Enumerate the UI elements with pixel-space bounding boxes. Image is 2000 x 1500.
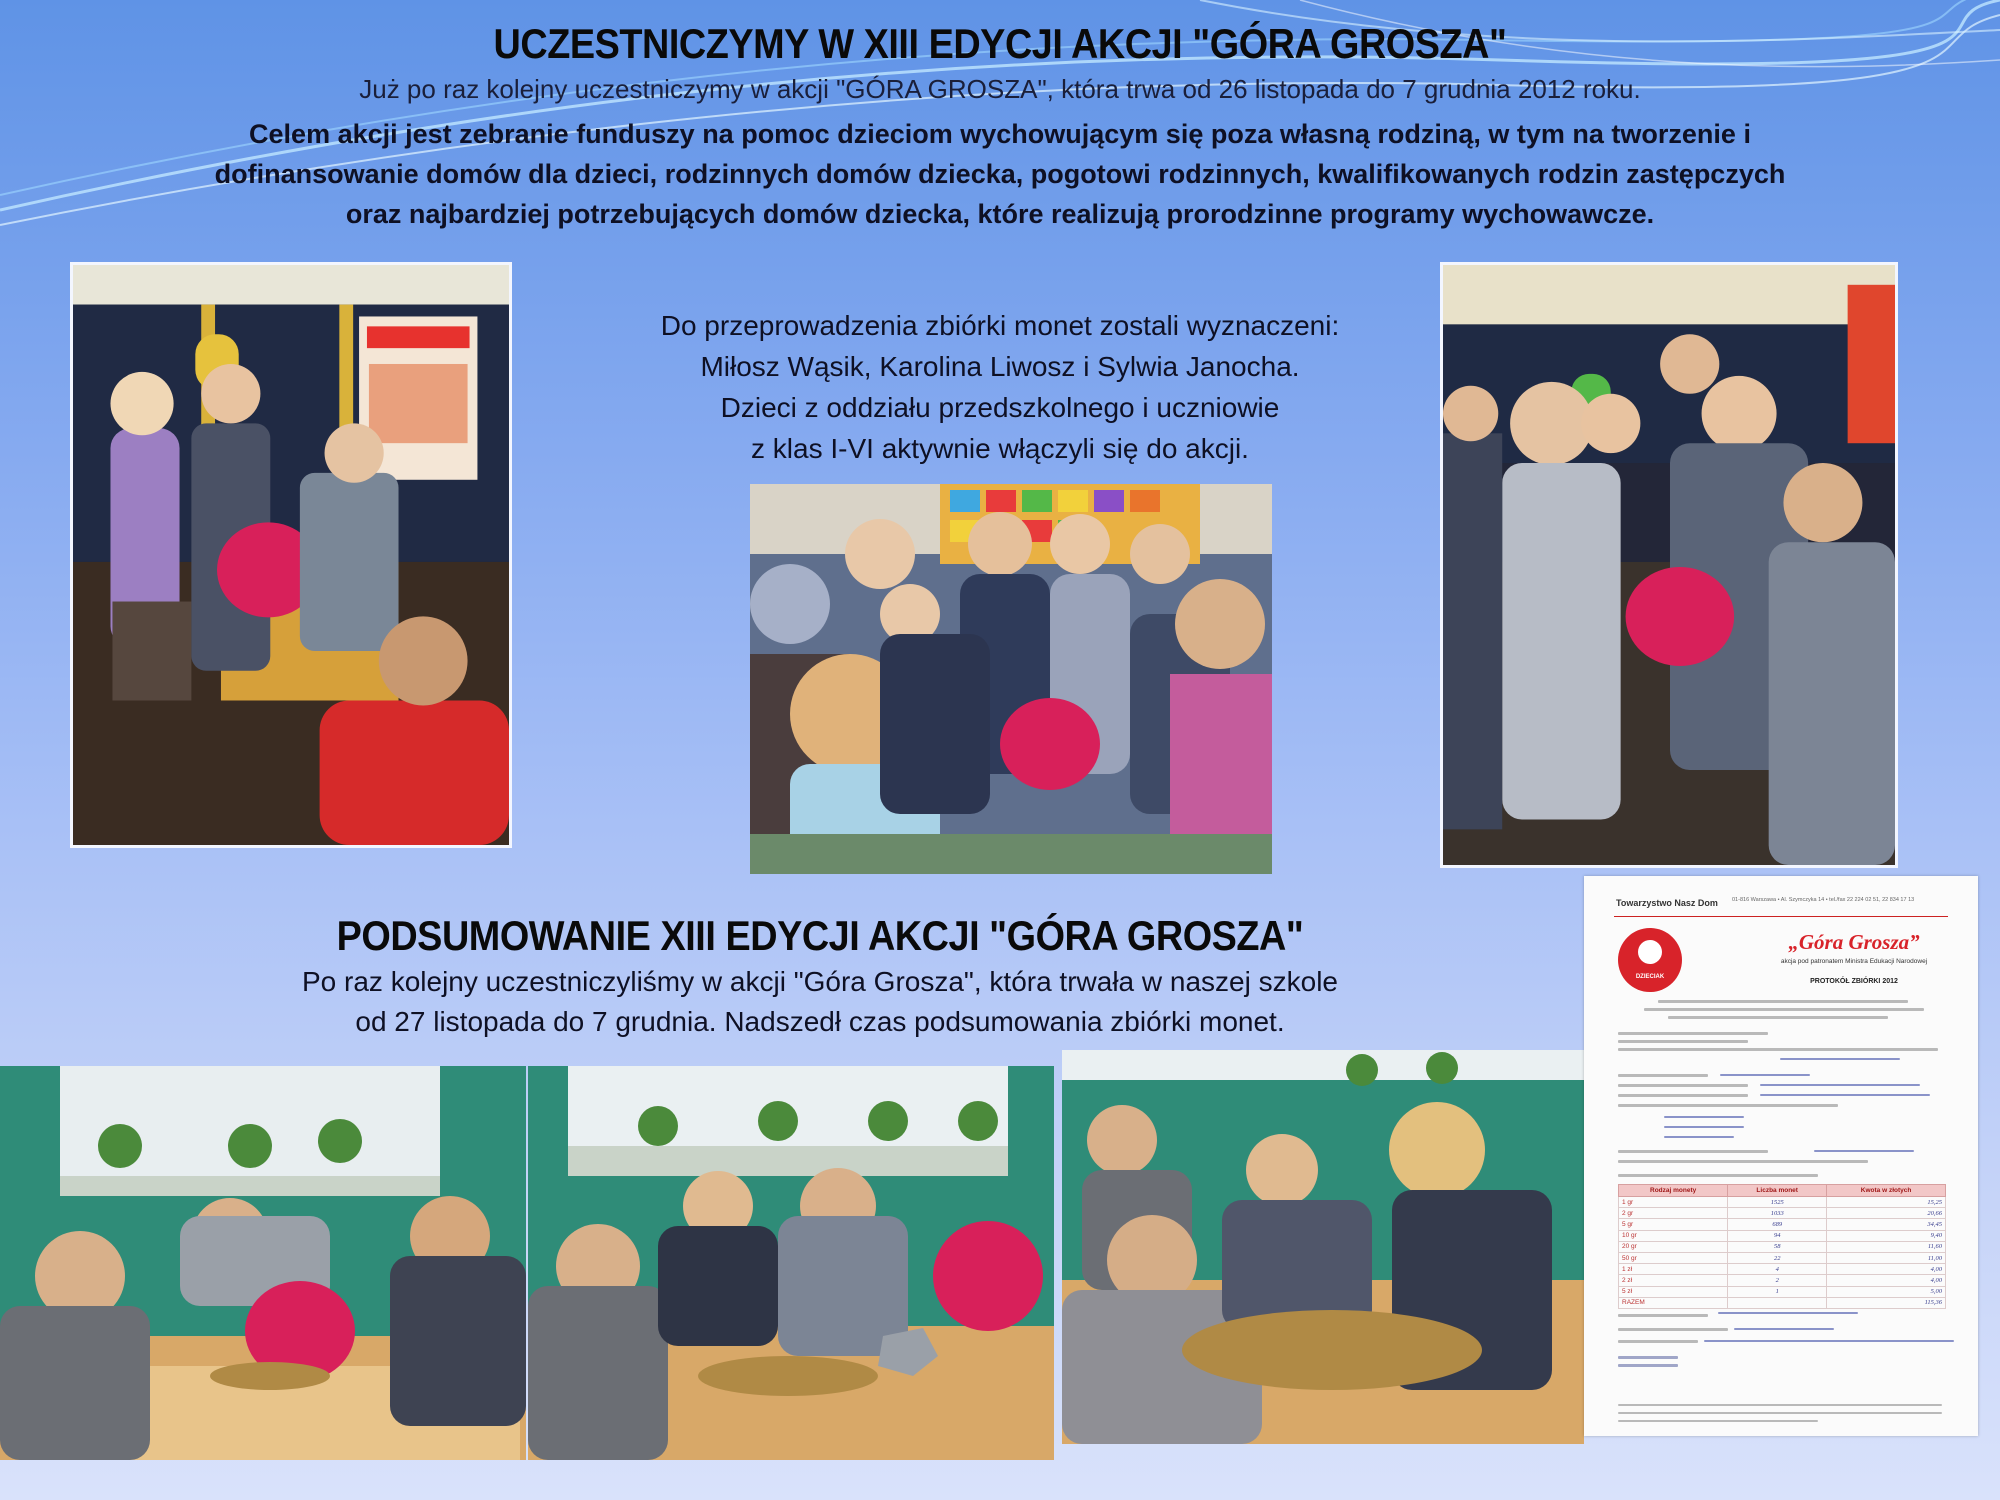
table-row: [1619, 1241, 1946, 1252]
photo-children-with-piggy-bank-left: [70, 262, 512, 848]
document-brand: „Góra Grosza”: [1788, 930, 1920, 954]
seal-icon: [1618, 928, 1682, 992]
document-text-line: [1618, 1174, 1818, 1177]
table-cell: 20,66: [1827, 1208, 1946, 1219]
collectors-line: Miłosz Wąsik, Karolina Liwosz i Sylwia Janocha.: [700, 351, 1300, 382]
photo-emptying-piggy-bank: [0, 1066, 526, 1460]
table-cell: 1 gr: [1619, 1197, 1728, 1208]
document-text-line: [1618, 1032, 1768, 1035]
summary-line: od 27 listopada do 7 grudnia. Nadszedł czas podsumowania zbiórki monet.: [355, 1006, 1285, 1037]
document-text-line: [1618, 1048, 1938, 1051]
document-text-line: [1618, 1084, 1748, 1087]
collectors-line: Dzieci z oddziału przedszkolnego i uczniowie: [720, 392, 1280, 423]
document-text-line: [1618, 1314, 1708, 1317]
table-cell: 115,36: [1827, 1297, 1946, 1308]
table-cell: 1 zł: [1619, 1264, 1728, 1275]
document-footer-line: [1618, 1412, 1942, 1414]
document-handwriting: [1814, 1150, 1914, 1152]
document-text-line: [1658, 1000, 1908, 1003]
document-handwriting: [1664, 1126, 1744, 1128]
table-row: [1619, 1219, 1946, 1230]
collection-protocol-document: [1584, 876, 1978, 1436]
document-handwriting: [1780, 1058, 1900, 1060]
table-cell: 5,00: [1827, 1286, 1946, 1297]
summary-paragraph: [180, 962, 1460, 1042]
table-cell: RAZEM: [1619, 1297, 1728, 1308]
document-footer-line: [1618, 1420, 1818, 1422]
photo-counting-coins-right: [1062, 1050, 1584, 1444]
document-stamp: [1618, 1356, 1678, 1359]
table-row: [1619, 1297, 1946, 1308]
table-cell: 9,40: [1827, 1230, 1946, 1241]
intro-text: Już po raz kolejny uczestniczymy w akcji "GÓRA GROSZA", która trwa od 26 listopada do 7 grudnia 2012 roku.: [359, 74, 1641, 104]
document-text-line: [1668, 1016, 1888, 1019]
table-cell: 5 zł: [1619, 1286, 1728, 1297]
table-cell: 2 zł: [1619, 1275, 1728, 1286]
document-text-line: [1618, 1328, 1728, 1331]
document-organization-meta: 01-816 Warszawa • Al. Szymczyka 14 • tel./fax 22 224 02 51, 22 834 17 13: [1732, 897, 1915, 903]
table-cell: 34,45: [1827, 1219, 1946, 1230]
summary-title: PODSUMOWANIE XIII EDYCJI AKCJI "GÓRA GROSZA": [336, 912, 1304, 959]
table-cell: 15,25: [1827, 1197, 1946, 1208]
document-text-line: [1618, 1040, 1748, 1043]
document-protocol-title: PROTOKÓŁ ZBIÓRKI 2012: [1810, 978, 1898, 985]
table-row: [1619, 1286, 1946, 1297]
table-cell: 20 gr: [1619, 1241, 1728, 1252]
table-row: [1619, 1275, 1946, 1286]
document-text-line: [1618, 1150, 1768, 1153]
table-cell: 1525: [1728, 1197, 1827, 1208]
table-header-row: [1619, 1185, 1946, 1197]
seal-face-icon: [1638, 940, 1662, 964]
document-stamp: [1618, 1364, 1678, 1367]
table-cell: 94: [1728, 1230, 1827, 1241]
document-text-line: [1618, 1340, 1698, 1343]
document-text-line: [1644, 1008, 1924, 1011]
document-handwriting: [1760, 1094, 1930, 1096]
document-handwriting: [1664, 1136, 1734, 1138]
table-header-cell: Liczba monet: [1728, 1185, 1827, 1197]
document-footer-line: [1618, 1404, 1942, 1406]
photo-counting-coins-middle: [528, 1066, 1054, 1460]
photo-kindergarten-children: [750, 484, 1272, 874]
goal-line: oraz najbardziej potrzebujących domów dziecka, które realizują prorodzinne programy wychowawcze.: [345, 199, 1655, 229]
document-text-line: [1618, 1104, 1838, 1107]
document-handwriting: [1718, 1312, 1858, 1314]
document-handwriting: [1664, 1116, 1744, 1118]
document-text-line: [1618, 1094, 1748, 1097]
table-cell: 5 gr: [1619, 1219, 1728, 1230]
table-cell: 2 gr: [1619, 1208, 1728, 1219]
document-organization: Towarzystwo Nasz Dom: [1616, 898, 1718, 908]
table-cell: 4,00: [1827, 1275, 1946, 1286]
document-patronage: akcja pod patronatem Ministra Edukacji Narodowej: [1780, 958, 1928, 965]
table-cell: 1: [1728, 1286, 1827, 1297]
table-row: [1619, 1252, 1946, 1263]
main-title: UCZESTNICZYMY W XIII EDYCJI AKCJI "GÓRA GROSZA": [493, 20, 1507, 67]
table-cell: 4,00: [1827, 1264, 1946, 1275]
table-row: [1619, 1264, 1946, 1275]
goal-line: dofinansowanie domów dla dzieci, rodzinnych domów dziecka, pogotowi rodzinnych, kwalifikowanych rodzin zastępczych: [214, 159, 1786, 189]
document-handwriting: [1704, 1340, 1954, 1342]
table-header-cell: Rodzaj monety: [1619, 1185, 1728, 1197]
table-cell: 58: [1728, 1241, 1827, 1252]
document-handwriting: [1720, 1074, 1810, 1076]
table-cell: 22: [1728, 1252, 1827, 1263]
table-cell: 689: [1728, 1219, 1827, 1230]
table-cell: [1728, 1297, 1827, 1308]
document-text-line: [1618, 1160, 1868, 1163]
summary-line: Po raz kolejny uczestniczyliśmy w akcji "Góra Grosza", która trwała w naszej szkole: [302, 966, 1338, 997]
table-cell: 50 gr: [1619, 1252, 1728, 1263]
seal-label: DZIECIAK: [1635, 974, 1665, 980]
collectors-paragraph: [560, 305, 1440, 469]
table-row: [1619, 1197, 1946, 1208]
goal-paragraph: [90, 114, 1910, 234]
table-header-cell: Kwota w złotych: [1827, 1185, 1946, 1197]
table-cell: 10 gr: [1619, 1230, 1728, 1241]
table-row: [1619, 1208, 1946, 1219]
collectors-line: Do przeprowadzenia zbiórki monet zostali wyznaczeni:: [660, 310, 1340, 341]
collectors-line: z klas I-VI aktywnie włączyli się do akcji.: [751, 433, 1249, 464]
table-cell: 2: [1728, 1275, 1827, 1286]
coin-count-table: [1618, 1184, 1946, 1309]
table-cell: 4: [1728, 1264, 1827, 1275]
document-header-rule: [1614, 916, 1948, 917]
goal-line: Celem akcji jest zebranie funduszy na pomoc dzieciom wychowującym się poza własną rodziną, w tym na tworzenie i: [249, 119, 1751, 149]
photo-boys-with-piggy-bank-right: [1440, 262, 1898, 868]
table-cell: 11,60: [1827, 1241, 1946, 1252]
document-handwriting: [1760, 1084, 1920, 1086]
table-cell: 1033: [1728, 1208, 1827, 1219]
document-text-line: [1618, 1074, 1708, 1077]
table-cell: 11,00: [1827, 1252, 1946, 1263]
table-row: [1619, 1230, 1946, 1241]
document-handwriting: [1734, 1328, 1834, 1330]
